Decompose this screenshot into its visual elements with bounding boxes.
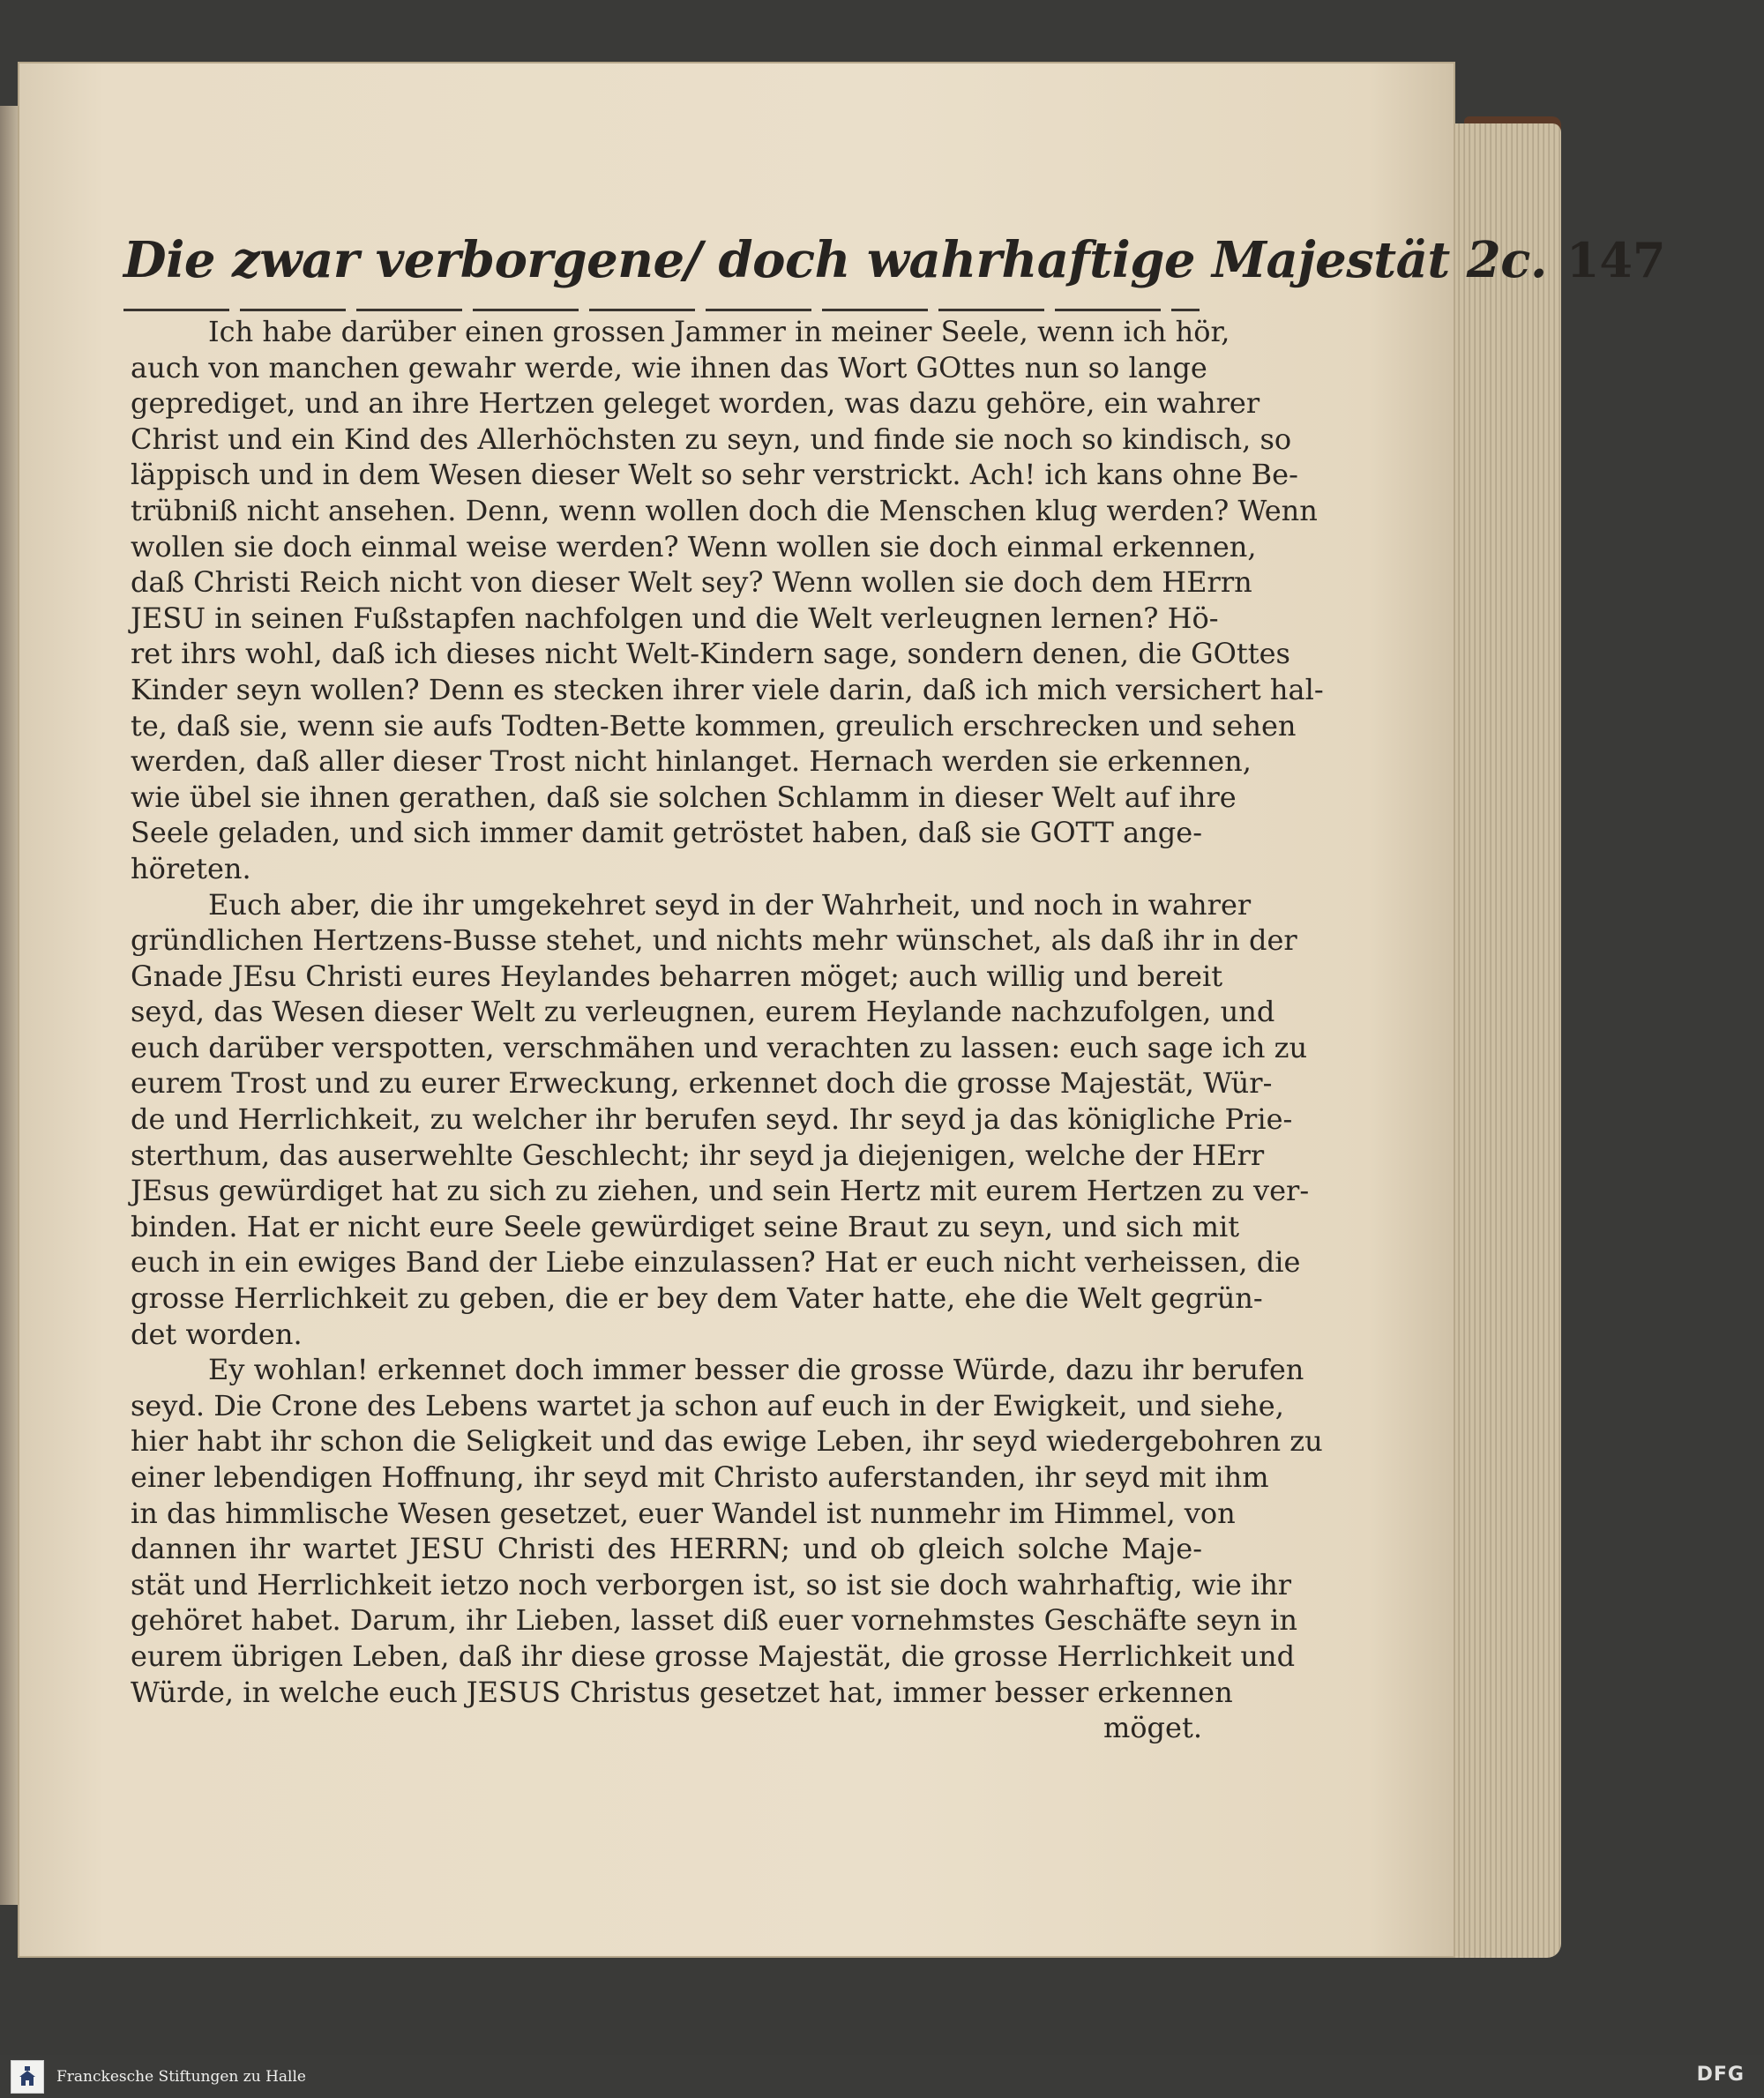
page-block-edges	[1455, 123, 1561, 1958]
header-rule	[123, 309, 1200, 311]
text-line: Gnade JEsu Christi eures Heylandes beharren möget; auch willig und bereit	[131, 959, 1223, 993]
text-line: trübniß nicht ansehen. Denn, wenn wollen doch die Menschen klug werden? Wenn	[131, 493, 1318, 527]
text-line: JESU in seinen Fußstapfen nachfolgen und die Welt verleugnen lernen? Hö-	[131, 601, 1219, 635]
text-line: gehöret habet. Darum, ihr Lieben, lasset diß euer vornehmstes Geschäfte seyn in	[131, 1603, 1298, 1638]
text-line: sterthum, das auserwehlte Geschlecht; ihr seyd ja diejenigen, welche der HErr	[131, 1138, 1265, 1172]
running-title: Die zwar verborgene/ doch wahrhaftige Majestät 2c.	[123, 231, 1547, 289]
institution-logo-icon[interactable]	[11, 2060, 44, 2094]
text-line: hier habt ihr schon die Seligkeit und das ewige Leben, ihr seyd wiedergebohren zu	[131, 1424, 1323, 1459]
text-line: seyd. Die Crone des Lebens wartet ja schon auf euch in der Ewigkeit, und siehe,	[131, 1388, 1284, 1422]
text-line: auch von manchen gewahr werde, wie ihnen das Wort GOttes nun so lange	[131, 350, 1207, 385]
text-line: wie übel sie ihnen gerathen, daß sie solchen Schlamm in dieser Welt auf ihre	[131, 780, 1237, 814]
dfg-badge[interactable]: DFG	[1696, 2064, 1745, 2086]
text-line: dannen ihr wartet JESU Christi des HERRN; und ob gleich solche Maje-	[131, 1532, 1202, 1566]
text-line: geprediget, und an ihre Hertzen geleget worden, was dazu gehöre, ein wahrer	[131, 386, 1260, 421]
text-line: binden. Hat er nicht eure Seele gewürdiget seine Braut zu seyn, und sich mit	[131, 1209, 1240, 1243]
viewer-footer-bar	[0, 2055, 1764, 2098]
text-line: Christ und ein Kind des Allerhöchsten zu seyn, und finde sie noch so kindisch, so	[131, 422, 1292, 456]
text-line: Kinder seyn wollen? Denn es stecken ihrer viele darin, daß ich mich versichert hal-	[131, 672, 1324, 706]
text-line: einer lebendigen Hoffnung, ihr seyd mit Christo auferstanden, ihr seyd mit ihm	[131, 1460, 1269, 1494]
text-line: läppisch und in dem Wesen dieser Welt so sehr verstrickt. Ach! ich kans ohne Be-	[131, 458, 1298, 492]
institution-name[interactable]: Franckesche Stiftungen zu Halle	[56, 2067, 306, 2086]
text-line: euch darüber verspotten, verschmähen und verachten zu lassen: euch sage ich zu	[131, 1030, 1308, 1064]
body-text	[131, 314, 1324, 1746]
text-line: möget.	[1102, 1711, 1202, 1745]
text-line: Würde, in welche euch JESUS Christus gesetzet hat, immer besser erkennen	[131, 1675, 1233, 1709]
text-line: Euch aber, die ihr umgekehret seyd in der Wahrheit, und noch in wahrer	[208, 887, 1252, 922]
text-line: in das himmlische Wesen gesetzet, euer Wandel ist nunmehr im Himmel, von	[131, 1496, 1236, 1530]
text-line: det worden.	[131, 1317, 303, 1351]
text-line: de und Herrlichkeit, zu welcher ihr berufen seyd. Ihr seyd ja das königliche Prie-	[131, 1102, 1293, 1137]
text-line: höreten.	[131, 851, 251, 885]
text-line: Ey wohlan! erkennet doch immer besser die grosse Würde, dazu ihr berufen	[208, 1353, 1304, 1387]
page-header	[123, 231, 1666, 302]
text-line: euch in ein ewiges Band der Liebe einzulassen? Hat er euch nicht verheissen, die	[131, 1245, 1301, 1280]
text-line: daß Christi Reich nicht von dieser Welt sey? Wenn wollen sie doch dem HErrn	[131, 565, 1252, 600]
text-line: ret ihrs wohl, daß ich dieses nicht Welt-Kindern sage, sondern denen, die GOttes	[131, 637, 1290, 671]
text-line: wollen sie doch einmal weise werden? Wenn wollen sie doch einmal erkennen,	[131, 529, 1257, 564]
text-line: gründlichen Hertzens-Busse stehet, und nichts mehr wünschet, als daß ihr in der	[131, 923, 1297, 958]
text-line: JEsus gewürdiget hat zu sich zu ziehen, und sein Hertz mit eurem Hertzen zu ver-	[131, 1174, 1310, 1208]
text-line: stät und Herrlichkeit ietzo noch verborgen ist, so ist sie doch wahrhaftig, wie ihr	[131, 1567, 1292, 1601]
text-line: grosse Herrlichkeit zu geben, die er bey dem Vater hatte, ehe die Welt gegrün-	[131, 1281, 1263, 1316]
text-line: eurem übrigen Leben, daß ihr diese grosse Majestät, die grosse Herrlichkeit und	[131, 1639, 1296, 1673]
text-line: te, daß sie, wenn sie aufs Todten-Bette kommen, greulich erschrecken und sehen	[131, 708, 1297, 743]
page-number: 147	[1566, 232, 1666, 288]
text-line: eurem Trost und zu eurer Erweckung, erkennet doch die grosse Majestät, Wür-	[131, 1066, 1273, 1101]
text-line: Ich habe darüber einen grossen Jammer in meiner Seele, wenn ich hör,	[208, 315, 1230, 348]
text-line: Seele geladen, und sich immer damit getröstet haben, daß sie GOTT ange-	[131, 816, 1202, 850]
text-line: seyd, das Wesen dieser Welt zu verleugnen, eurem Heylande nachzufolgen, und	[131, 995, 1275, 1029]
text-line: werden, daß aller dieser Trost nicht hinlanget. Hernach werden sie erkennen,	[131, 744, 1252, 779]
